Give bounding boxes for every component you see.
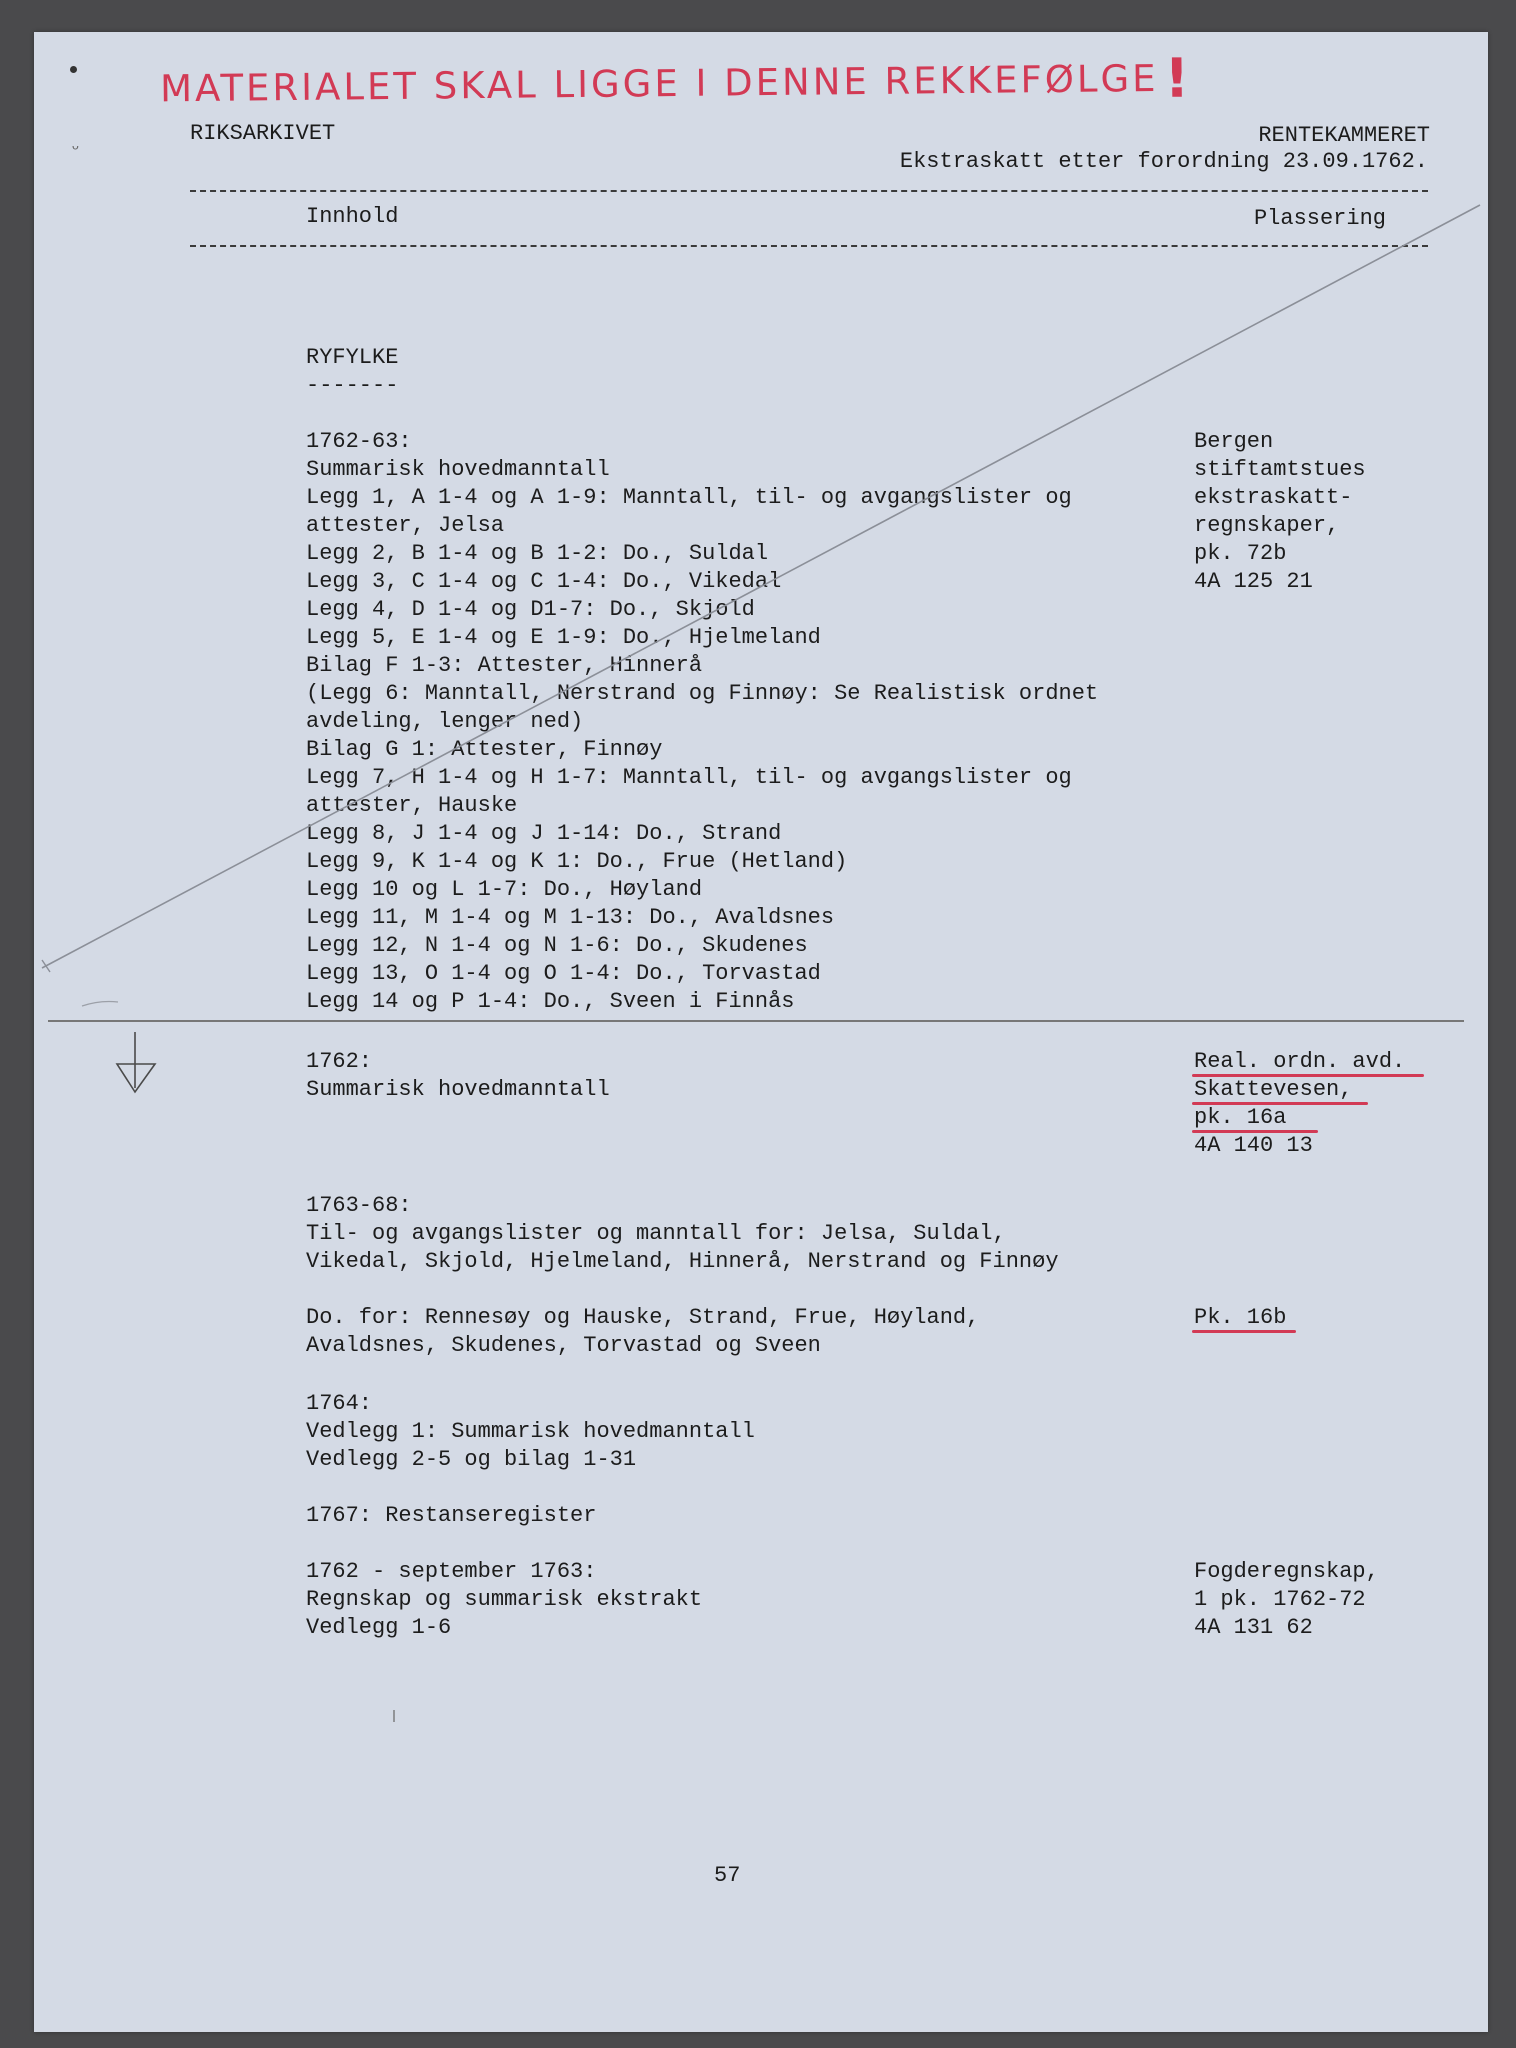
entry-line: Legg 7, H 1-4 og H 1-7: Manntall, til- og avgangslister og — [306, 765, 1072, 790]
entry-line: Bilag G 1: Attester, Finnøy — [306, 737, 663, 762]
red-underline — [1192, 1330, 1296, 1333]
location-line: 4A 140 13 — [1194, 1133, 1313, 1158]
location-line: pk. 72b — [1194, 541, 1287, 566]
entry-1767: 1767: Restanseregister — [306, 1503, 597, 1528]
column-header-content: Innhold — [306, 204, 399, 229]
location-line: Skattevesen, — [1194, 1077, 1353, 1102]
entry-line: Vedlegg 1-6 — [306, 1615, 452, 1640]
entry-line: avdeling, lenger ned) — [306, 709, 584, 734]
entry-line: Legg 10 og L 1-7: Do., Høyland — [306, 877, 703, 902]
location-line: 4A 131 62 — [1194, 1615, 1313, 1640]
column-header-location: Plassering — [1253, 206, 1386, 231]
entry-line: Legg 5, E 1-4 og E 1-9: Do., Hjelmeland — [306, 625, 821, 650]
entry-line: (Legg 6: Manntall, Nerstrand og Finnøy: Se Realistisk ordnet — [306, 681, 1099, 706]
entry-line: Legg 4, D 1-4 og D1-7: Do., Skjold — [306, 597, 755, 622]
entry-line: Vedlegg 1: Summarisk hovedmanntall — [306, 1419, 755, 1444]
location-line: pk. 16a — [1194, 1105, 1287, 1130]
section-title: RYFYLKE — [306, 345, 399, 370]
pencil-diagonal-strike — [42, 205, 1480, 968]
location-line: Fogderegnskap, — [1194, 1559, 1379, 1584]
entry-line: attester, Hauske — [306, 793, 518, 818]
down-arrow-icon — [117, 1032, 155, 1092]
location-line: 4A 125 21 — [1194, 569, 1313, 594]
collection-name: RENTEKAMMERET — [1258, 123, 1430, 148]
red-underline — [1192, 1074, 1424, 1077]
entry-line: Bilag F 1-3: Attester, Hinnerå — [306, 653, 703, 678]
location-line: regnskaper, — [1194, 513, 1340, 538]
entry-line: Legg 12, N 1-4 og N 1-6: Do., Skudenes — [306, 933, 808, 958]
exclamation-mark: ! — [1164, 46, 1193, 110]
location-line: stiftamtstues — [1194, 457, 1366, 482]
collection-subtitle: Ekstraskatt etter forordning 23.09.1762. — [899, 149, 1428, 174]
location-line: Bergen — [1194, 429, 1274, 454]
horizontal-rule — [48, 1020, 1464, 1022]
entry-line: Legg 14 og P 1-4: Do., Sveen i Finnås — [306, 989, 795, 1014]
entry-line: Til- og avgangslister og manntall for: Jelsa, Suldal, — [306, 1221, 1006, 1246]
red-underline — [1192, 1130, 1318, 1133]
entry-line: Avaldsnes, Skudenes, Torvastad og Sveen — [306, 1333, 821, 1358]
entry-line: Legg 11, M 1-4 og M 1-13: Do., Avaldsnes — [306, 905, 835, 930]
pencil-strike-end — [42, 960, 50, 972]
entry-line: Regnskap og summarisk ekstrakt — [306, 1587, 703, 1612]
entry-line: Legg 1, A 1-4 og A 1-9: Manntall, til- og avgangslister og — [306, 485, 1072, 510]
archive-name: RIKSARKIVET — [190, 121, 336, 146]
location-line: 1 pk. 1762-72 — [1194, 1587, 1366, 1612]
entry-line: Do. for: Rennesøy og Hauske, Strand, Frue, Høyland, — [306, 1305, 980, 1330]
page-number: 57 — [714, 1863, 741, 1888]
entry-line: 1763-68: — [306, 1193, 412, 1218]
pencil-tick-mark: ᵕ — [70, 140, 81, 160]
entry-line: Vedlegg 2-5 og bilag 1-31 — [306, 1447, 637, 1472]
entry-line: attester, Jelsa — [306, 513, 505, 538]
red-underline — [1192, 1102, 1368, 1105]
section-title-underline: ------- — [306, 373, 399, 398]
entry-line: 1762 - september 1763: — [306, 1559, 597, 1584]
location-line: ekstraskatt- — [1194, 485, 1353, 510]
handwritten-note-text: MATERIALET SKAL LIGGE I DENNE REKKEFØLGE — [159, 56, 1159, 111]
entry-line: 1762-63: — [306, 429, 412, 454]
entry-line: Legg 2, B 1-4 og B 1-2: Do., Suldal — [306, 541, 769, 566]
entry-line: Vikedal, Skjold, Hjelmeland, Hinnerå, Nerstrand og Finnøy — [306, 1249, 1059, 1274]
entry-line: Legg 8, J 1-4 og J 1-14: Do., Strand — [306, 821, 782, 846]
pencil-curve — [82, 1002, 118, 1007]
entry-line: Summarisk hovedmanntall — [306, 1077, 610, 1102]
entry-line: Legg 13, O 1-4 og O 1-4: Do., Torvastad — [306, 961, 821, 986]
entry-line: Legg 3, C 1-4 og C 1-4: Do., Vikedal — [306, 569, 782, 594]
entry-line: 1764: — [306, 1391, 373, 1416]
location-line: Real. ordn. avd. — [1194, 1049, 1406, 1074]
entry-line: 1762: — [306, 1049, 373, 1074]
entry-line: Legg 9, K 1-4 og K 1: Do., Frue (Hetland) — [306, 849, 848, 874]
entry-line: Summarisk hovedmanntall — [306, 457, 610, 482]
location-line: Pk. 16b — [1194, 1305, 1287, 1330]
